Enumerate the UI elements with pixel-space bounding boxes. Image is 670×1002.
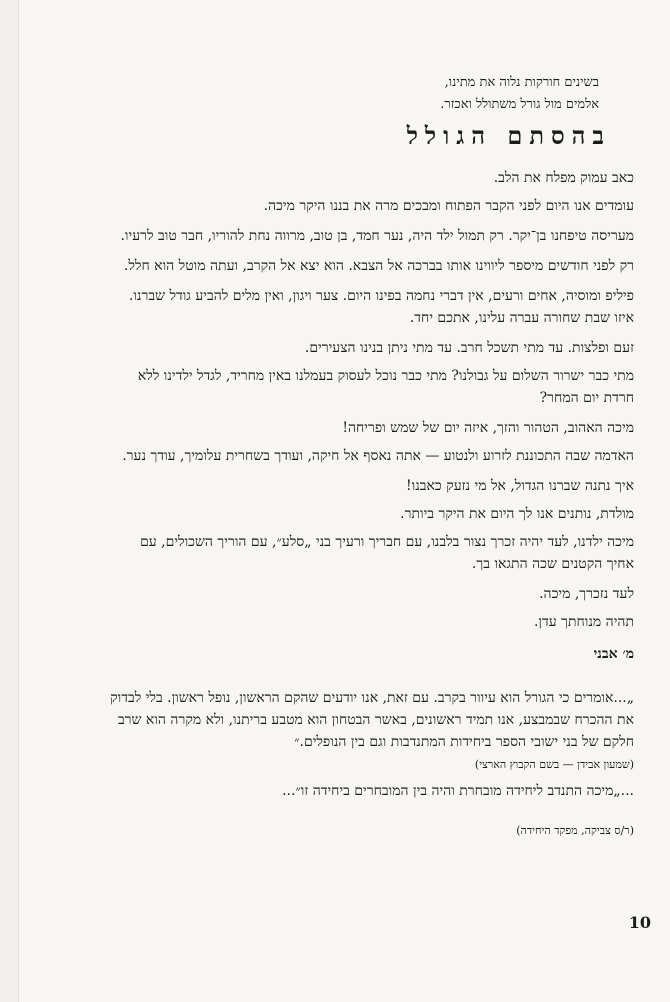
signature: מ׳ אבני	[593, 646, 634, 662]
closing-quote: ...„מיכה התנדב ליחידה מובחרת והיה בין המובחרים ביחידה זו״...	[282, 783, 634, 799]
paragraph-childhood: מעריסה טיפחנו בן־יקר. רק תמול ילד היה, נער חמד, בן טוב, מרווה נחת להוריו, חבר טוב לרעיו.	[120, 228, 634, 244]
paragraph-anger: זעם ופלצות. עד מתי תשכל חרב. עד מתי ניתן בנינו הצעירים.	[304, 340, 634, 356]
paragraph-parents: פיליפ ומוסיה, אחים ורעים, אין דברי נחמה בפינו היום. צער ויגון, ואין מלים להביע גודל שברנו. איזו שבת שחורה עברה עלינו, אתכם יחד.	[128, 288, 634, 326]
quote-text: „...אומרים כי הגורל הוא עיוור בקרב. עם זאת, אנו יודעים שהקם הראשון, נופל ראשון. בלי לבדוק את ההכרח שבמבצע, אנו תמיד ראשונים, באשר הבטחון הוא מטבע בריתנו, ולא מקרה הוא שרב חלקם של בני ישובי הספר ביחידות המתנדבות וגם בין הנופלים.״	[110, 690, 634, 750]
paragraph-army: רק לפני חודשים מיספר ליווינו אותו בברכה אל הצבא. הוא יצא אל הקרב, ועתה מוטל הוא חלל.	[123, 258, 634, 274]
paragraph-opening: כאב עמוק מפלח את הלב.	[493, 170, 634, 186]
page-title: בהסתם הגולל	[406, 121, 611, 150]
paragraph-homeland: מולדת, נותנים אנו לך היום את היקר ביותר.	[400, 506, 634, 522]
epigraph	[379, 72, 599, 116]
paragraph-earth: האדמה שבה התכוננת לזרוע ולנטוע — אתה נאסף אל חיקה, ועודך בשחרית עלומיך, עודך נער.	[122, 448, 634, 464]
epigraph-line-1: בשינים חורקות נלוה את מתינו,	[444, 75, 599, 90]
paragraph-memory: מיכה ילדנו, לעד יהיה זכרך נצור בלבנו, עם חבריך ורעיך בני „סלע״, עם הוריך השכולים, עם אחיך הקטנים שכה התגאו בך.	[140, 534, 634, 572]
paragraph-peace: מתי כבר ישרור השלום על גבולנו? מתי כבר נוכל לעסוק בעמלנו באין מחריד, לגדל ילדינו ללא חרדת יום המחר?	[137, 368, 634, 406]
document-page	[18, 0, 670, 1002]
paragraph-cry: איך נתנה שברנו הגדול, אל מי נזעק כאבנו!	[406, 478, 634, 494]
page-number: 10	[628, 913, 651, 932]
paragraph-beloved: מיכה האהוב, הטהור והזך, איזה יום של שמש ופריחה!	[342, 420, 634, 436]
closing-source: (ר/ס צביקה, מפקד היחידה)	[516, 824, 634, 837]
paragraph-graveside: עומדים אנו היום לפני הקבר הפתוח ומבכים מרה את בננו היקר מיכה.	[263, 198, 634, 214]
paragraph-remember: לעד נזכרך, מיכה.	[539, 586, 634, 602]
quote-source: (שמעון אבידן — בשם הקבוץ הארצי)	[474, 758, 634, 771]
paragraph-rest: תהיה מנוחתך עדן.	[533, 614, 634, 630]
epigraph-line-2: אלמים מול גורל משתולל ואכזר.	[440, 97, 599, 112]
eulogy-body	[109, 167, 634, 840]
